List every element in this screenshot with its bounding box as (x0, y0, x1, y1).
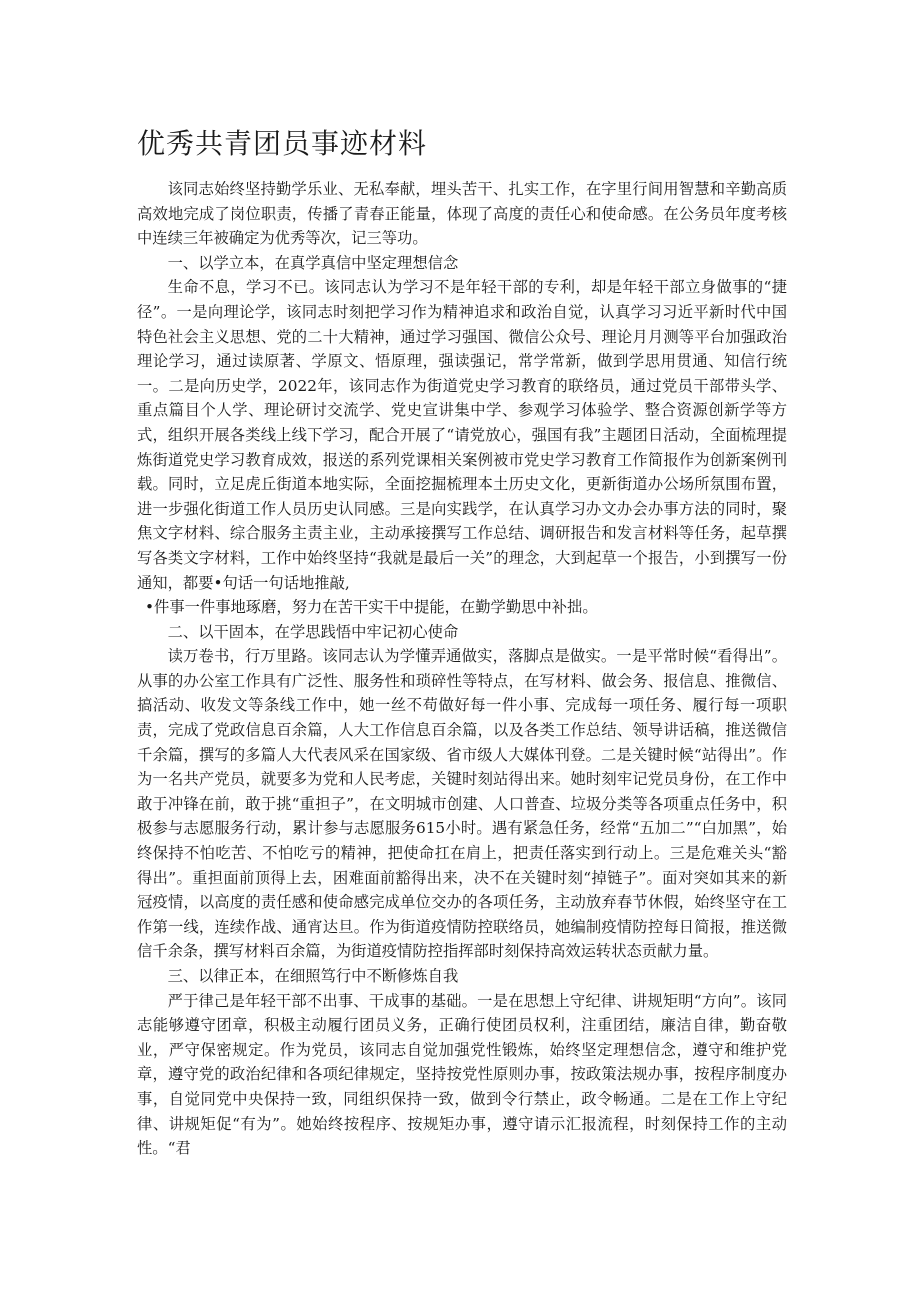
section-heading-2: 二、以干固本，在学思践悟中牢记初心使命 (167, 622, 459, 641)
intro-paragraph: 该同志始终坚持勤学乐业、无私奉献，埋头苦干、扎实工作，在字里行间用智慧和辛勤高质高效地完成了岗位职责，传播了青春正能量，体现了高度的责任心和使命感。在公务员年度考核中连续三年被确定为优秀等次，记三等功。 (137, 180, 787, 248)
section-heading-1: 一、以学立本，在真学真信中坚定理想信念 (167, 253, 459, 272)
document-body (137, 177, 787, 1161)
document-title: 优秀共青团员事迹材料 (137, 127, 428, 160)
section-1-paragraph: 生命不息，学习不已。该同志认为学习不是年轻干部的专利，却是年轻干部立身做事的“捷径”。一是向理论学，该同志时刻把学习作为精神追求和政治自觉，认真学习习近平新时代中国特色社会主义思想、党的二十大精神，通过学习强国、微信公众号、理论月月测等平台加强政治理论学习，通过读原著、学原文、悟原理，强读强记，常学常新，做到学思用贯通、知信行统一。二是向历史学，2022年，该同志作为街道党史学习教育的联络员，通过党员干部带头学、重点篇目个人学、理论研讨交流学、党史宣讲集中学、参观学习体验学、整合资源创新学等方式，组织开展各类线上线下学习，配合开展了“请党放心，强国有我”主题团日活动，全面梳理提炼街道党史学习教育成效，报送的系列党课相关案例被市党史学习教育工作简报作为创新案例刊载。同时，立足虎丘街道本地实际，全面挖掘梳理本土历史文化，更新街道办公场所氛围布置，进一步强化街道工作人员历史认同感。三是向实践学，在认真学习办文办会办事方法的同时，聚焦文字材料、综合服务主责主业，主动承接撰写工作总结、调研报告和发言材料等任务，起草撰写各类文字材料，工作中始终坚持“我就是最后一关”的理念，大到起草一个报告，小到撰写一份通知，都要•句话一句话地推敲, (137, 278, 787, 592)
section-3-paragraph: 严于律己是年轻干部不出事、干成事的基础。一是在思想上守纪律、讲规矩明“方向”。该同志能够遵守团章，积极主动履行团员义务，正确行使团员权利，注重团结，廉洁自律，勤奋敬业，严守保密规定。作为党员，该同志自觉加强党性锻炼，始终坚定理想信念，遵守和维护党章，遵守党的政治纪律和各项纪律规定，坚持按党性原则办事，按政策法规办事，按程序制度办事，自觉同党中央保持一致，同组织保持一致，做到令行禁止，政令畅通。二是在工作上守纪律、讲规矩促“有为”。她始终按程序、按规矩办事，遵守请示汇报流程，时刻保持工作的主动性。“君 (137, 991, 787, 1158)
section-2-paragraph: 读万卷书，行万里路。该同志认为学懂弄通做实，落脚点是做实。一是平常时候“看得出”。从事的办公室工作具有广泛性、服务性和琐碎性等特点，在写材料、做会务、报信息、推微信、搞活动、收发文等条线工作中，她一丝不苟做好每一件小事、完成每一项任务、履行每一项职责，完成了党政信息百余篇，人大工作信息百余篇，以及各类工作总结、领导讲话稿，推送微信千余篇，撰写的多篇人大代表风采在国家级、省市级人大媒体刊登。二是关键时候“站得出”。作为一名共产党员，就要多为党和人民考虑，关键时刻站得出来。她时刻牢记党员身份，在工作中敢于冲锋在前，敢于挑“重担子”，在文明城市创建、人口普查、垃圾分类等各项重点任务中，积极参与志愿服务行动，累计参与志愿服务615小时。遇有紧急任务，经常“五加二”“白加黑”，始终保持不怕吃苦、不怕吃亏的精神，把使命扛在肩上，把责任落实到行动上。三是危难关头“豁得出”。重担面前顶得上去，困难面前豁得出来，决不在关键时刻“掉链子”。面对突如其来的新冠疫情，以高度的责任感和使命感完成单位交办的各项任务，主动放弃春节休假，始终坚守在工作第一线，连续作战、通宵达旦。作为街道疫情防控联络员，她编制疫情防控每日简报，推送微信千余条，撰写材料百余篇，为街道疫情防控指挥部时刻保持高效运转状态贡献力量。 (137, 647, 787, 961)
section-1-continuation: •件事一件事地琢磨，努力在苦干实干中提能，在勤学勤思中补拙。 (145, 598, 598, 617)
section-heading-3: 三、以律正本，在细照笃行中不断修炼自我 (167, 967, 459, 985)
